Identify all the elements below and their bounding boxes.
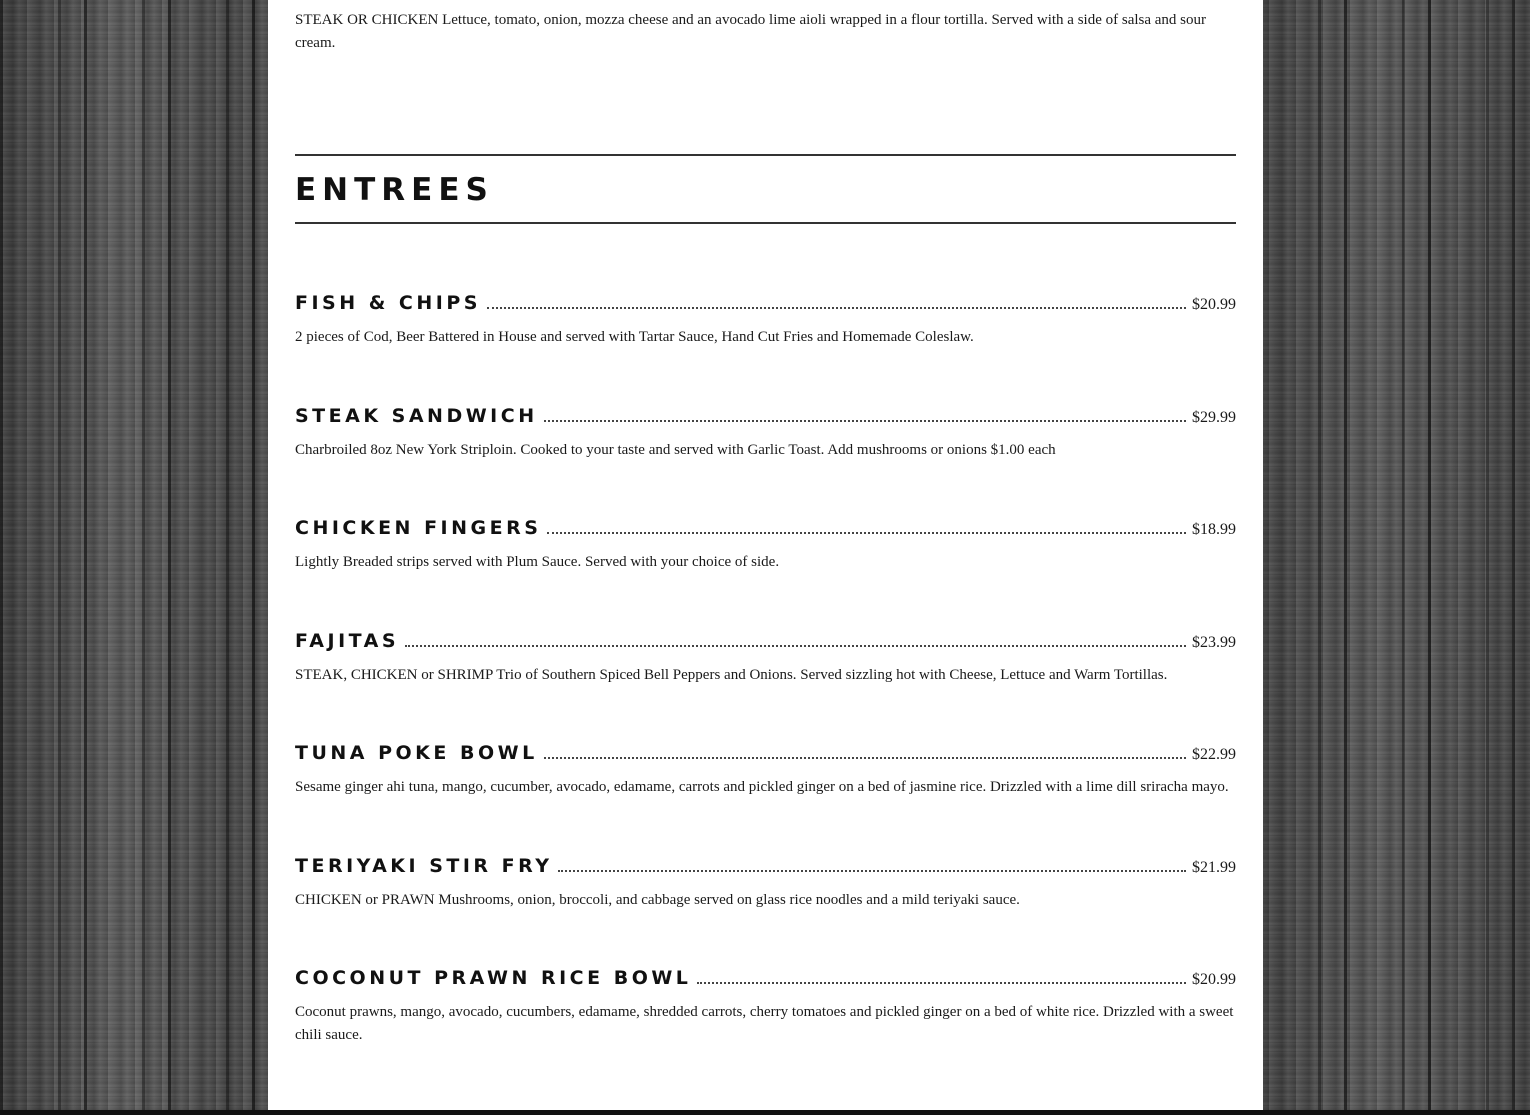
menu-item-row	[295, 630, 1236, 660]
menu-item-name: CHICKEN FINGERS	[295, 517, 542, 539]
dotted-leader	[405, 644, 1186, 647]
menu-item	[295, 292, 1236, 349]
menu-item-row	[295, 742, 1236, 772]
menu-item-name: FAJITAS	[295, 630, 400, 652]
menu-item-name: TUNA POKE BOWL	[295, 742, 538, 764]
dotted-leader	[487, 306, 1186, 309]
menu-item-price: $21.99	[1192, 859, 1236, 876]
menu-item-name: STEAK SANDWICH	[295, 405, 538, 427]
menu-item	[295, 405, 1236, 462]
menu-item-description: Coconut prawns, mango, avocado, cucumbers, edamame, shredded carrots, cherry tomatoes and pickled ginger on a bed of white rice. Drizzled with a sweet chili sauce.	[295, 1004, 1234, 1043]
menu-item-description: Lightly Breaded strips served with Plum Sauce. Served with your choice of side.	[295, 554, 780, 570]
menu-item-row	[295, 967, 1236, 997]
menu-item-name: TERIYAKI STIR FRY	[295, 855, 553, 877]
menu-item-description: Charbroiled 8oz New York Striploin. Cooked to your taste and served with Garlic Toast. Add mushrooms or onions $1.00 each	[295, 442, 1056, 458]
menu-item	[295, 855, 1236, 912]
dotted-leader	[697, 981, 1186, 984]
menu-item-name: COCONUT PRAWN RICE BOWL	[295, 967, 692, 989]
previous-item-description: STEAK OR CHICKEN Lettuce, tomato, onion, mozza cheese and an avocado lime aioli wrapped in a flour tortilla. Served with a side of salsa and sour cream.	[295, 12, 1207, 51]
menu-item-price: $29.99	[1192, 409, 1236, 426]
menu-item-row	[295, 517, 1236, 547]
menu-item-description: STEAK, CHICKEN or SHRIMP Trio of Southern Spiced Bell Peppers and Onions. Served sizzling hot with Cheese, Lettuce and Warm Tortillas.	[295, 667, 1168, 683]
menu-item-row	[295, 405, 1236, 435]
menu-item	[295, 742, 1236, 799]
menu-item-description: Sesame ginger ahi tuna, mango, cucumber, avocado, edamame, carrots and pickled ginger on a bed of jasmine rice. Drizzled with a lime dill sriracha mayo.	[295, 779, 1229, 795]
dotted-leader	[547, 531, 1186, 534]
dotted-leader	[558, 869, 1186, 872]
menu-item-price: $18.99	[1192, 521, 1236, 538]
menu-item	[295, 517, 1236, 574]
menu-item	[295, 967, 1236, 1047]
menu-item-row	[295, 855, 1236, 885]
menu-item-price: $20.99	[1192, 971, 1236, 988]
dotted-leader	[544, 419, 1186, 422]
section-header	[295, 154, 1236, 224]
bottom-bar	[0, 1110, 1530, 1115]
dotted-leader	[544, 756, 1186, 759]
menu-item-price: $23.99	[1192, 634, 1236, 651]
menu-item-description: 2 pieces of Cod, Beer Battered in House and served with Tartar Sauce, Hand Cut Fries and Homemade Coleslaw.	[295, 329, 974, 345]
menu-item-price: $22.99	[1192, 746, 1236, 763]
menu-item-name: FISH & CHIPS	[295, 292, 481, 314]
menu-item-row	[295, 292, 1236, 322]
menu-item	[295, 630, 1236, 687]
section-title: ENTREES	[295, 172, 494, 208]
menu-panel	[268, 0, 1263, 1115]
menu-item-description: CHICKEN or PRAWN Mushrooms, onion, broccoli, and cabbage served on glass rice noodles and a mild teriyaki sauce.	[295, 892, 1020, 908]
menu-item-price: $20.99	[1192, 296, 1236, 313]
